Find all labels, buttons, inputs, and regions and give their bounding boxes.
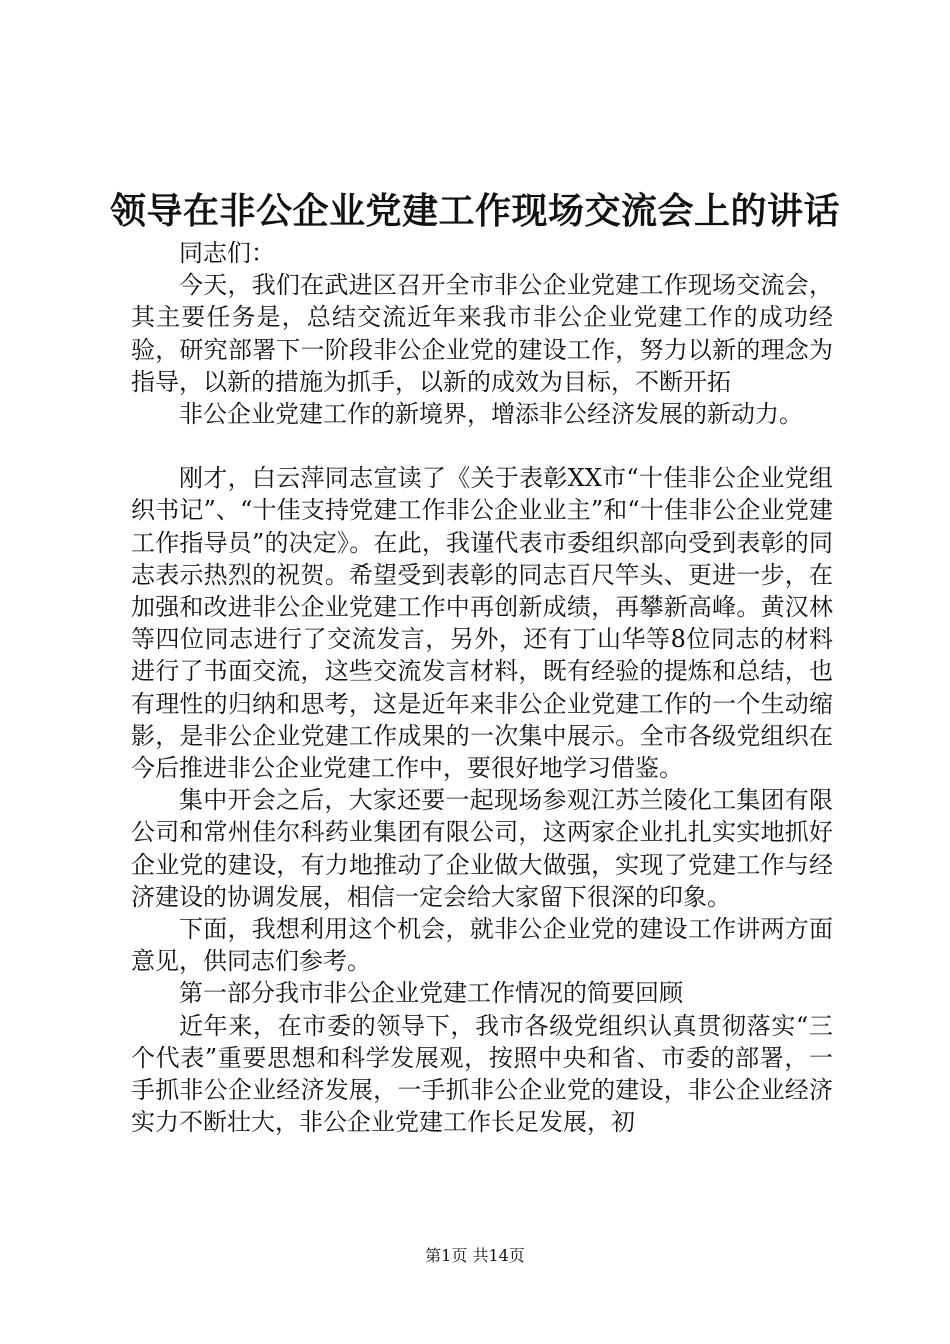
body-paragraph: 近年来，在市委的领导下，我市各级党组织认真贯彻落实“三个代表”重要思想和科学发展观，按照中央和省、市委的部署，一手抓非公企业经济发展，一手抓非公企业党的建设，非公企业经济实力不断壮大，非公企业党建工作长足发展，初 — [131, 1011, 833, 1137]
document-body — [131, 237, 833, 1138]
section-heading: 第一部分我市非公企业党建工作情况的简要回顾 — [179, 979, 683, 1008]
page-number-footer: 第1页 共14页 — [425, 1246, 525, 1265]
body-paragraph: 刚才，白云萍同志宣读了《关于表彰XX市“十佳非公企业党组织书记”、“十佳支持党建工作非公企业业主”和“十佳非公企业党建工作指导员”的决定》。在此，我谨代表市委组织部向受到表彰的同志表示热烈的祝贺。希望受到表彰的同志百尺竿头、更进一步，在加强和改进非公企业党建工作中再创新成绩，再攀新高峰。黄汉林等四位同志进行了交流发言，另外，还有丁山华等8位同志的材料进行了书面交流，这些交流发言材料，既有经验的提炼和总结，也有理性的归纳和思考，这是近年来非公企业党建工作的一个生动缩影，是非公企业党建工作成果的一次集中展示。全市各级党组织在今后推进非公企业党建工作中，要很好地学习借鉴。 — [131, 464, 833, 783]
body-paragraph: 今天，我们在武进区召开全市非公企业党建工作现场交流会，其主要任务是，总结交流近年来我市非公企业党建工作的成功经验，研究部署下一阶段非公企业党的建设工作，努力以新的理念为指导，以新的措施为抓手，以新的成效为目标，不断开拓 — [131, 271, 833, 396]
document-title: 领导在非公企业党建工作现场交流会上的讲话 — [109, 190, 840, 232]
body-paragraph: 非公企业党建工作的新境界，增添非公经济发展的新动力。 — [179, 400, 803, 429]
body-paragraph: 集中开会之后，大家还要一起现场参观江苏兰陵化工集团有限公司和常州佳尔科药业集团有限公司，这两家企业扎扎实实地抓好企业党的建设，有力地推动了企业做大做强，实现了党建工作与经济建设的协调发展，相信一定会给大家留下很深的印象。 — [131, 786, 833, 911]
body-paragraph: 下面，我想利用这个机会，就非公企业党的建设工作讲两方面意见，供同志们参考。 — [131, 915, 833, 976]
salutation-paragraph: 同志们： — [179, 239, 275, 267]
